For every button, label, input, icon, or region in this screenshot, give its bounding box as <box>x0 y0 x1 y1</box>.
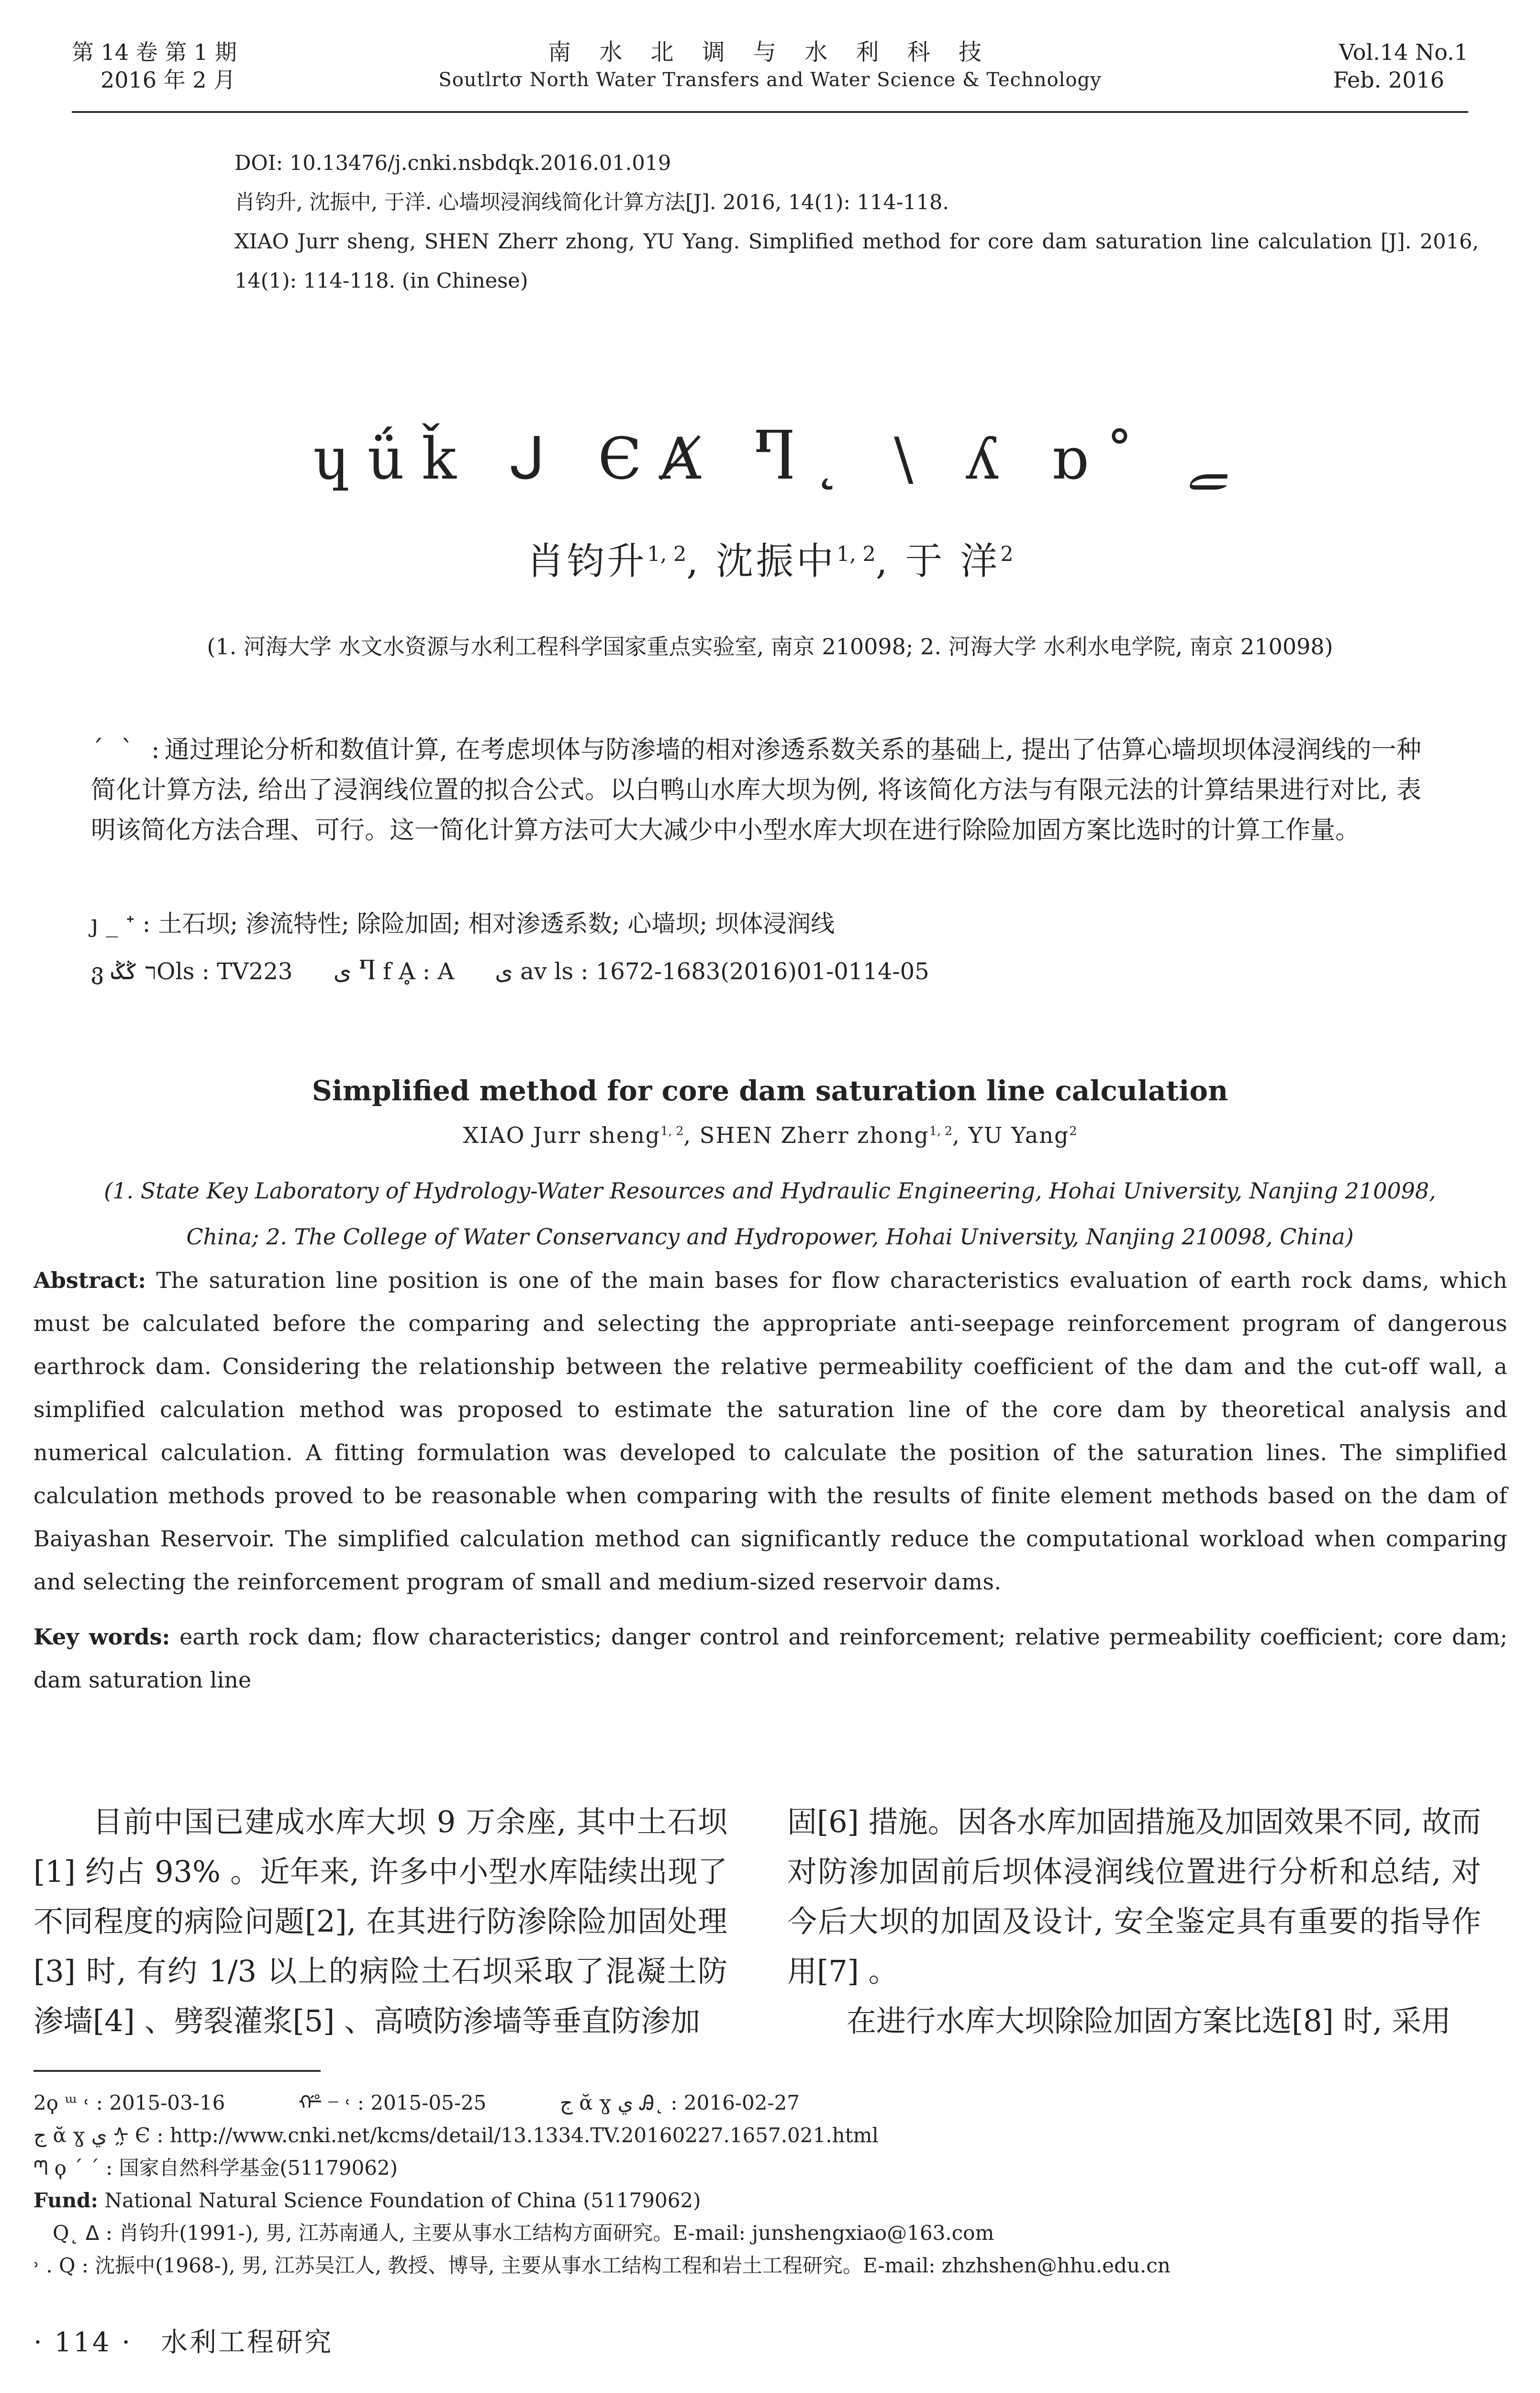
citation-cn: 肖钧升, 沈振中, 于洋. 心墙坝浸润线简化计算方法[J]. 2016, 14(1): 114-118. <box>234 190 949 214</box>
keywords-en-text: earth rock dam; flow characteristics; danger control and reinforcement; relative permeability coefficient; core dam; dam saturation line <box>33 1624 1507 1693</box>
journal-name-en: Soutlrtσ North Water Transfers and Water Science & Technology <box>438 69 1102 91</box>
abstract-en-label: Abstract: <box>33 1267 146 1293</box>
date-cn: 2016 年 2 月 <box>100 67 236 93</box>
author-affil-mark: 1, 2 <box>660 1124 684 1138</box>
footnote-fund-cn: ᘉ ϙ ˊ ˊ : 国家自然科学基金(51179062) <box>33 2156 398 2180</box>
affiliation-cn: (1. 河海大学 水文水资源与水利工程科学国家重点实验室, 南京 210098; 2. 河海大学 水利水电学院, 南京 210098) <box>207 634 1333 660</box>
received-date: 2ϙ ᵚ ˓ : 2015-03-16 <box>33 2091 225 2114</box>
abstract-en-text: The saturation line position is one of the main bases for flow characteristics evaluation of earth rock dams, which must be calculated before the comparing and selecting the appropriate anti-seepage reinforcement program of dangerous earthrock dam. Considering the relationship between the relative permeability coefficient of the dam and the cut-off wall, a simplified calculation method was proposed to estimate the saturation line of the core dam by theoretical analysis and numerical calculation. A fitting formulation was developed to calculate the position of the saturation lines. The simplified calculation methods proved to be reasonable when comparing with the results of finite element methods based on the dam of Baiyashan Reservoir. The simplified calculation method can significantly reduce the computational workload when comparing and selecting the reinforcement program of small and medium-sized reservoir dams. <box>33 1267 1508 1595</box>
article-id: ى av ls : 1672-1683(2016)01-0114-05 <box>495 958 929 985</box>
clc-number: ვ ר ݣݣOls : TV223 <box>91 958 293 985</box>
footnote-author1: Q˛ ᐃ : 肖钧升(1991-), 男, 江苏南通人, 主要从事水工结构方面研究。E-mail: junshengxiao@163.com <box>53 2221 994 2245</box>
english-title: Simplified method for core dam saturation line calculation <box>312 1074 1228 1107</box>
author-name-en: XIAO Jurr sheng <box>463 1122 661 1148</box>
author-name: 肖钧升 <box>526 540 647 583</box>
author-affil-mark: 1, 2 <box>647 542 687 566</box>
volume-issue-en: Vol.14 No.1 <box>1339 39 1468 65</box>
author-affil-mark: 1, 2 <box>929 1124 953 1138</box>
document-code: ى Ⴄ f Ḁ : A <box>333 958 454 985</box>
revised-date: ᢚ ᜭ ˓ : 2015-05-25 <box>298 2091 487 2114</box>
journal-name-cn: 南 水 北 调 与 水 利 科 技 <box>547 39 993 66</box>
author-name: 于 洋 <box>905 540 1001 583</box>
keywords-cn <box>91 907 1421 940</box>
footnote-dates <box>33 2087 1507 2119</box>
fund-en-text: National Natural Science Foundation of China (51179062) <box>104 2189 701 2212</box>
header-rule <box>72 111 1468 113</box>
affiliation-en <box>72 1168 1468 1260</box>
body-paragraph: 在进行水库大坝除险加固方案比选[8] 时, 采用 <box>847 2003 1451 2038</box>
body-column-right <box>787 1797 1481 2046</box>
affiliation-en-line: China; 2. The College of Water Conservancy and Hydropower, Hohai University, Nanjing 210098, China) <box>186 1224 1354 1250</box>
author-affil-mark: 2 <box>1000 542 1014 566</box>
footnote-fund-en <box>33 2184 1507 2217</box>
keywords-en-label: Key words: <box>33 1624 170 1650</box>
keywords-cn-label: ȷ _ ᕀ : <box>91 910 151 938</box>
footnote-url: ج ᾰ ɣ ي ᢢ Є : http://www.cnki.net/kcms/detail/13.1334.TV.20160227.1657.021.html <box>33 2124 879 2147</box>
keywords-cn-text: 土石坝; 渗流特性; 除险加固; 相对渗透系数; 心墙坝; 坝体浸润线 <box>158 910 835 938</box>
authors-cn: 肖钧升$^{1, 2}$, 沈振中$^{1, 2}$, 于 洋$^2$ <box>526 540 1014 583</box>
body-paragraph: 目前中国已建成水库大坝 9 万余座, 其中土石坝[1] 约占 93% 。近年来, 许多中小型水库陆续出现了不同程度的病险问题[2], 在其进行防渗除险加固处理[3] 时, 有约 1/3 以上的病险土石坝采取了混凝土防渗墙[4] 、劈裂灌浆[5] 、高喷防渗墙等垂直防渗加 <box>33 1804 727 2038</box>
online-date: ج ᾰ ɣ ي Ꭿ˛ : 2016-02-27 <box>559 2091 800 2114</box>
body-column-left <box>33 1797 727 2046</box>
classification-line <box>91 955 1421 988</box>
volume-issue-cn: 第 14 卷 第 1 期 <box>72 39 237 65</box>
page-footer <box>33 2321 333 2359</box>
abstract-cn <box>91 730 1421 850</box>
keywords-en <box>33 1615 1507 1701</box>
abstract-cn-label: ˊ ˋ : <box>91 736 165 764</box>
author-name-en: SHEN Zherr zhong <box>699 1122 929 1148</box>
author-name: 沈振中 <box>715 540 837 583</box>
authors-en: XIAO Jurr sheng$^{1, 2}$, SHEN Zherr zhong$^{1, 2}$, YU Yang$^2$ <box>463 1122 1077 1148</box>
citation-en: XIAO Jurr sheng, SHEN Zherr zhong, YU Yang. Simplified method for core dam saturation line calculation [J]. 2016, 14(1): 114-118. (in Chinese) <box>234 230 1479 293</box>
footnotes <box>33 2087 1507 2282</box>
citation-block <box>234 144 1479 301</box>
body-paragraph: 固[6] 措施。因各水库加固措施及加固效果不同, 故而对防渗加固前后坝体浸润线位置进行分析和总结, 对今后大坝的加固及设计, 安全鉴定具有重要的指导作用[7] 。 <box>787 1804 1481 1989</box>
affiliation-en-line: (1. State Key Laboratory of Hydrology-Water Resources and Hydraulic Engineering, Hohai University, Nanjing 210098, <box>104 1178 1436 1204</box>
footnote-author2: ˒ . Q : 沈振中(1968-), 男, 江苏吴江人, 教授、博导, 主要从事水工结构工程和岩土工程研究。E-mail: zhzhshen@hhu.edu.cn <box>33 2254 1171 2277</box>
footnote-rule <box>33 2070 321 2072</box>
author-affil-mark: 1, 2 <box>836 542 876 566</box>
abstract-en <box>33 1259 1507 1603</box>
date-en: Feb. 2016 <box>1333 67 1444 93</box>
author-affil-mark: 2 <box>1069 1124 1077 1138</box>
header-center <box>0 38 1540 94</box>
footer-section-name: 水利工程研究 <box>161 2327 334 2358</box>
abstract-cn-text: 通过理论分析和数值计算, 在考虑坝体与防渗墙的相对渗透系数关系的基础上, 提出了估算心墙坝坝体浸润线的一种简化计算方法, 给出了浸润线位置的拟合公式。以白鸭山水库大坝为例, 将该简化方法与有限元法的计算结果进行对比, 表明该简化方法合理、可行。这一简化计算方法可大大减少中小型水库大坝在进行除险加固方案比选时的计算工作量。 <box>91 736 1421 845</box>
paper-title: ɥǘǩ ᒍ ЄȺ Ⴄ˛ \ ʎ ɒ˚ ﮯ <box>313 426 1227 492</box>
author-name-en: YU Yang <box>968 1122 1070 1148</box>
header-right <box>1333 38 1468 94</box>
fund-en-label: Fund: <box>33 2189 99 2212</box>
doi: DOI: 10.13476/j.cnki.nsbdqk.2016.01.019 <box>234 151 671 175</box>
page-number: · 114 · <box>33 2327 133 2358</box>
